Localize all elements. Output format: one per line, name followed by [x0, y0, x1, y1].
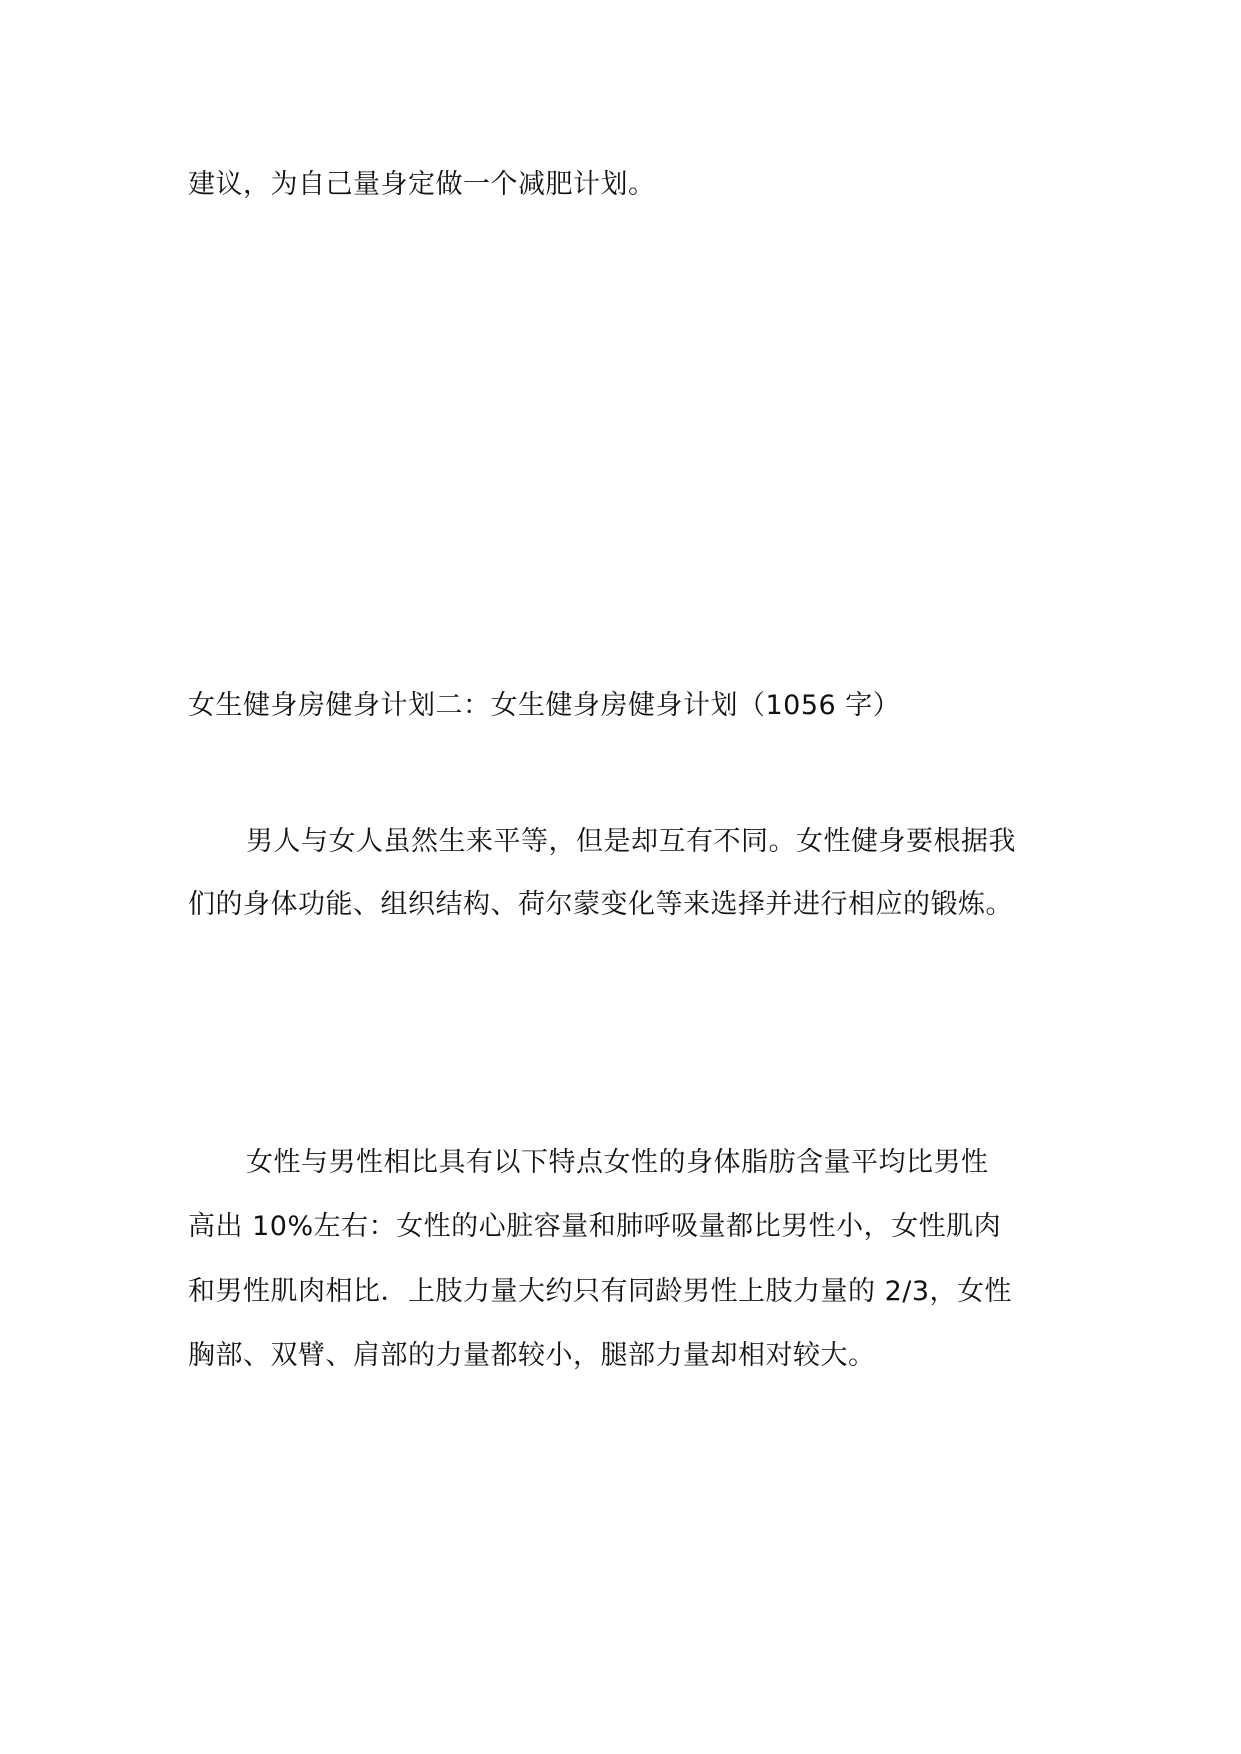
paragraph-line: 男人与女人虽然生来平等，但是却互有不同。女性健身要根据我	[246, 826, 1016, 857]
section-heading: 女生健身房健身计划二：女生健身房健身计划（1056 字）	[188, 690, 901, 721]
paragraph-line: 胸部、双臂、肩部的力量都较小，腿部力量却相对较大。	[188, 1340, 876, 1371]
continuation-line: 建议，为自己量身定做一个减肥计划。	[188, 169, 656, 200]
paragraph-line: 女性与男性相比具有以下特点女性的身体脂肪含量平均比男性	[246, 1147, 989, 1178]
paragraph-line: 和男性肌肉相比．上肢力量大约只有同龄男性上肢力量的 2/3，女性	[188, 1276, 1013, 1307]
paragraph-line: 高出 10%左右：女性的心脏容量和肺呼吸量都比男性小，女性肌肉	[188, 1211, 1002, 1242]
paragraph-line: 们的身体功能、组织结构、荷尔蒙变化等来选择并进行相应的锻炼。	[188, 889, 1013, 920]
